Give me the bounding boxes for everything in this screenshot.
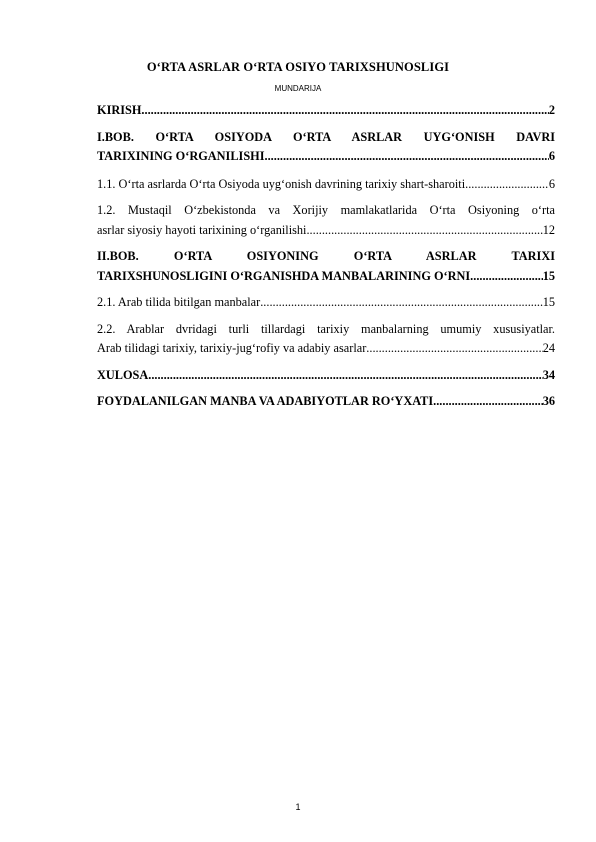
document-subtitle: MUNDARIJA bbox=[274, 84, 322, 93]
toc-entry-kirish[interactable] bbox=[97, 101, 555, 121]
toc-entry-2-1[interactable] bbox=[97, 293, 555, 313]
toc-entry-text-line1: II.BOB. O‘RTA OSIYONING O‘RTA ASRLAR TARIXI bbox=[97, 249, 555, 263]
toc-page-number: 36 bbox=[542, 394, 555, 408]
toc-page-number: 6 bbox=[548, 149, 555, 163]
toc-leader-dots bbox=[306, 221, 542, 241]
toc-entry-xulosa[interactable] bbox=[97, 366, 555, 386]
document-title: O‘RTA ASRLAR O‘RTA OSIYO TARIXSHUNOSLIGI bbox=[146, 60, 450, 74]
toc-leader-dots bbox=[366, 339, 542, 359]
toc-page-number: 15 bbox=[542, 295, 555, 309]
toc-entry-text-line1: 2.2. Arablar dvridagi turli tillardagi tarixiy manbalarning umumiy xususiyatlar. bbox=[97, 321, 555, 336]
toc-entry-text-line2: TARIXINING O‘RGANILISHI bbox=[97, 149, 265, 163]
toc-entry-bob1[interactable] bbox=[97, 128, 555, 167]
toc-page-number: 15 bbox=[542, 268, 555, 283]
toc-page-number: 6 bbox=[548, 176, 555, 191]
toc-entry-text-line1: 1.2. Mustaqil O‘zbekistonda va Xorijiy mamlakatlarida O‘rta Osiyoning o‘rta bbox=[97, 203, 555, 217]
toc-leader-dots bbox=[148, 366, 542, 386]
toc-leader-dots bbox=[141, 101, 548, 121]
toc-leader-dots bbox=[433, 392, 543, 412]
page-number: 1 bbox=[295, 802, 301, 812]
toc-entry-text-line1: I.BOB. O‘RTA OSIYODA O‘RTA ASRLAR UYG‘ONISH DAVRI bbox=[97, 129, 555, 144]
toc-entry-text-line2: asrlar siyosiy hayoti tarixining o‘rganilishi bbox=[97, 222, 307, 237]
toc-page-number: 2 bbox=[548, 103, 555, 117]
toc-entry-text: 2.1. Arab tilida bitilgan manbalar bbox=[97, 295, 261, 309]
toc-leader-dots bbox=[465, 175, 549, 195]
toc-entry-bob2[interactable] bbox=[97, 247, 555, 286]
toc-page-number: 34 bbox=[542, 367, 555, 382]
toc-page-number: 24 bbox=[542, 341, 555, 355]
toc-entry-text: 1.1. O‘rta asrlarda O‘rta Osiyoda uyg‘onish davrining tarixiy shart-sharoiti bbox=[97, 176, 466, 191]
toc-entry-foydalanilgan[interactable] bbox=[97, 392, 555, 412]
toc-entry-text: FOYDALANILGAN MANBA VA ADABIYOTLAR RO‘YXATI bbox=[97, 394, 434, 408]
toc-entry-text-line2: Arab tilidagi tarixiy, tarixiy-jug‘rofiy va adabiy asarlar bbox=[97, 341, 367, 355]
table-of-contents bbox=[97, 101, 555, 412]
toc-leader-dots bbox=[470, 267, 543, 287]
toc-entry-text: XULOSA bbox=[97, 367, 149, 382]
toc-entry-1-2[interactable] bbox=[97, 201, 555, 240]
toc-entry-2-2[interactable] bbox=[97, 320, 555, 359]
toc-leader-dots bbox=[265, 147, 549, 167]
toc-entry-1-1[interactable] bbox=[97, 175, 555, 195]
toc-entry-text-line2: TARIXSHUNOSLIGINI O‘RGANISHDA MANBALARINING O‘RNI bbox=[97, 268, 471, 283]
toc-page-number: 12 bbox=[542, 222, 555, 237]
toc-leader-dots bbox=[260, 293, 542, 313]
toc-entry-text: KIRISH bbox=[97, 103, 142, 117]
